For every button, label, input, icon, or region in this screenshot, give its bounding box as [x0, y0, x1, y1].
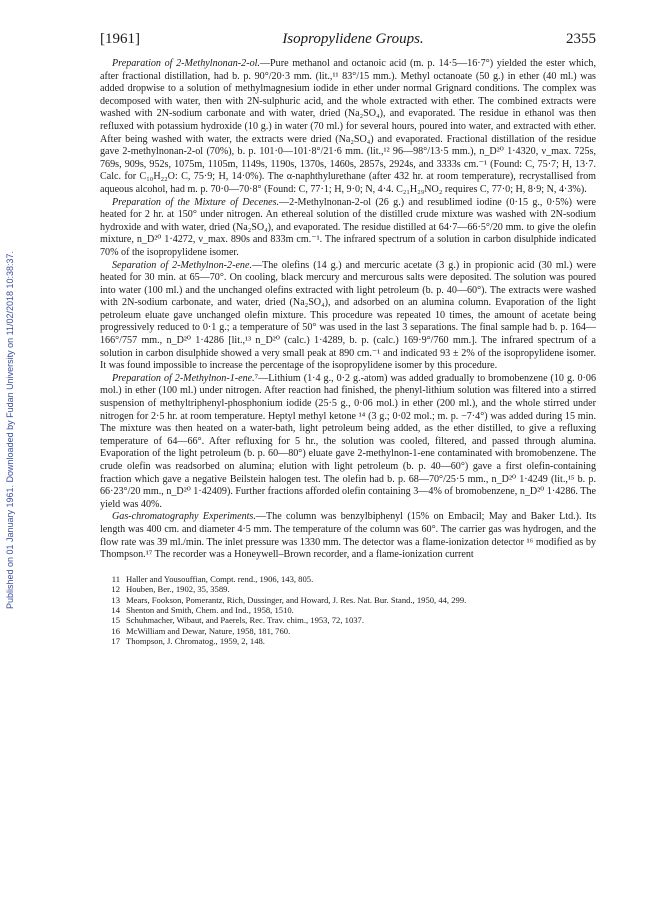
footnote	[100, 636, 596, 646]
paragraph-heading: Preparation of the Mixture of Decenes.	[112, 196, 280, 208]
paragraph-text: —The olefins (14 g.) and mercuric acetate (3 g.) in propionic acid (30 ml.) were heated for 30 min. at 65—70°. On cooling, black mercury and mercurous salts were deposited. The solution was poured into water (100 ml.) and the unchanged olefins extracted with light petroleum (b. p. 40—60°). The extracts were washed with 2N-sodium carbonate, and water, dried (Na₂SO₄), and adsorbed on an alumina column. Evaporation of the light petroleum eluate gave unchanged olefin mixture. This procedure was repeated 10 times, the amount of acetate being progressively reduced to 0·1 g.; a temperature of 50° was used in the last 3 separations. The final sample had b. p. 164—166°/757 mm., n_D²⁰ 1·4286 [lit.,¹³ n_D²⁰ (calc.) 1·4289, b. p. (calc.) 169·9°/760 mm.]. The infrared spectrum of a solution in carbon disulphide showed a very small peak at 890 cm.⁻¹ and indicated 93 ± 2% of the isopropylidene isomer. It was found impossible to increase the percentage of the isopropylidene isomer by this procedure.	[100, 259, 597, 372]
paragraph-text: —Pure methanol and octanoic acid (m. p. 14·5—16·7°) yielded the ester which, after fractional distillation, had b. p. 90°/20·3 mm. (lit.,¹¹ 83°/15 mm.). Methyl octanoate (50 g.) in ether (40 ml.) was added dropwise to a solution of methylmagnesium iodide in ether under normal Grignard conditions. The complex was decomposed with water, then with 2N-sulphuric acid, and the whole extracted with ether. The combined extracts were washed with 2N-sodium carbonate and with water, dried (Na₂SO₄), and evaporated. The residue in ethanol was then refluxed with potassium hydroxide (10 g.) in water (70 ml.) for several hours, poured into water, and extracted with ether. After being washed with water, the extracts were dried (Na₂SO₄) and evaporated. Fractional distillation of the residue gave 2-methylnonan-2-ol (70%), b. p. 101·0—101·8°/21·6 mm. (lit.,¹² 96—98°/13·5 mm.), n_D²⁰ 1·4320, ν_max. 725s, 769s, 909s, 952s, 1075m, 1105m, 1149s, 1190s, 1370s, 1460s, 2857s, 2924s, and 3333s cm.⁻¹ (Found: C, 75·7; H, 13·7. Calc. for C₁₀H₂₂O: C, 75·9; H, 14·0%). The α-naphthylurethane (after 432 hr. at room temperature), recrystallised from aqueous alcohol, had m. p. 70·0—70·8° (Found: C, 77·1; H, 9·0; N, 4·4. C₂₁H₂₉NO₂ requires C, 77·0; H, 8·9; N, 4·3%).	[100, 58, 596, 195]
footnote	[100, 626, 596, 636]
download-stamp-text: Published on 01 January 1961. Downloaded by Fudan University on 11/02/2018 10:38:37.	[5, 250, 15, 610]
footnote-text: Schuhmacher, Wibaut, and Paerels, Rec. Trav. chim., 1953, 72, 1037.	[126, 615, 364, 626]
footnote-number: 14	[111, 604, 120, 615]
paragraph-heading: Gas-chromatography Experiments.	[112, 511, 256, 523]
header-year: [1961]	[100, 31, 140, 47]
footnote	[100, 584, 596, 594]
footnote-number: 12	[111, 584, 120, 595]
paragraph	[100, 373, 596, 512]
footnote-text: Shenton and Smith, Chem. and Ind., 1958, 1510.	[126, 604, 294, 615]
page-number: 2355	[566, 31, 596, 47]
page	[100, 31, 596, 647]
footnote-number: 16	[111, 625, 120, 636]
header-title: Isopropylidene Groups.	[282, 31, 424, 47]
article-body	[100, 58, 596, 562]
footnote-text: Mears, Fookson, Pomerantz, Rich, Dussinger, and Howard, J. Res. Nat. Bur. Stand., 1950, 44, 299.	[126, 594, 467, 605]
paragraph-heading: Preparation of 2-Methylnonan-2-ol.	[112, 58, 260, 69]
download-stamp	[3, 150, 17, 710]
footnote-number: 11	[111, 573, 120, 584]
paragraph-text: —The column was benzylbiphenyl (15% on Embacil; May and Baker Ltd.). Its length was 400 cm. and diameter 4·5 mm. The temperature of the column was 60°. The carrier gas was hydrogen, and the flow rate was 39 ml./min. The inlet pressure was 1330 mm. The detector was a flame-ionization detector ¹⁶ modified as by Thompson.¹⁷ The recorder was a Honeywell–Brown recorder, and a flame-ionization current	[100, 511, 596, 561]
footnote	[100, 574, 596, 584]
paragraph-text: —2-Methylnonan-2-ol (26 g.) and resublimed iodine (0·15 g., 0·5%) were heated for 2 hr. at 150° under nitrogen. An ethereal solution of the distilled crude mixture was washed with 2N-sodium hydroxide and with water, dried (Na₂SO₄), and evaporated. The residue distilled at 64·7—66·5°/20 mm. to give the olefin mixture, n_D²⁰ 1·4272, ν_max. 890s and 833m cm.⁻¹. The infrared spectrum of a solution in carbon disulphide indicated 70% of the isopropylidene isomer.	[100, 196, 596, 258]
footnote	[100, 605, 596, 615]
running-header	[100, 31, 596, 48]
footnote-number: 13	[111, 594, 120, 605]
paragraph	[100, 511, 596, 561]
paragraph-heading: Separation of 2-Methylnon-2-ene.	[112, 259, 252, 271]
footnote-text: Thompson, J. Chromatog., 1959, 2, 148.	[126, 636, 265, 647]
paragraph	[100, 58, 596, 197]
footnote-number: 17	[111, 636, 120, 647]
paragraph-text: ⁷—Lithium (1·4 g., 0·2 g.-atom) was added gradually to bromobenzene (10 g. 0·06 mol.) in ether (100 ml.) under nitrogen. After reaction had finished, the phenyl-lithium solution was filtered into a stirred suspension of methyltriphenyl-phosphonium iodide (25·5 g., 0·06 mol.) in ether (200 ml.), and the whole stirred under nitrogen for 2·5 hr. at room temperature. Heptyl methyl ketone ¹⁴ (3 g.; 0·02 mol.; m. p. −7·4°) was added during 15 min. The mixture was then heated on a water-bath, light petroleum being added, as the ether distilled, to give a refluxing temperature of 64—66°. After refluxing for 5 hr., the solution was cooled, filtered, and passed through alumina. Evaporation of the light petroleum (b. p. 60—80°) eluate gave 2-methylnon-1-ene contaminated with bromobenzene. The crude olefin was readsorbed on alumina; elution with light petroleum (b. p. 40—60°) gave a first olefin-containing fraction which gave a negative Beilstein halogen test. The olefin had b. p. 68—70°/25·5 mm., n_D²⁰ 1·4249 (lit.,¹⁵ b. p. 66·23°/20 mm., n_D²⁰ 1·42409). Further fractions afforded olefin containing 3—4% of bromobenzene, n_D²⁰ 1·4286. The yield was 40%.	[100, 372, 596, 510]
paragraph	[100, 197, 596, 260]
footnote-text: McWilliam and Dewar, Nature, 1958, 181, 760.	[126, 625, 291, 636]
footnotes	[100, 574, 596, 647]
footnote-text: Houben, Ber., 1902, 35, 3589.	[126, 584, 230, 595]
footnote	[100, 595, 596, 605]
footnote	[100, 615, 596, 625]
footnote-number: 15	[111, 615, 120, 626]
footnote-text: Haller and Yousouffian, Compt. rend., 1906, 143, 805.	[126, 573, 314, 584]
paragraph-heading: Preparation of 2-Methylnon-1-ene.	[112, 372, 255, 384]
paragraph	[100, 260, 596, 373]
